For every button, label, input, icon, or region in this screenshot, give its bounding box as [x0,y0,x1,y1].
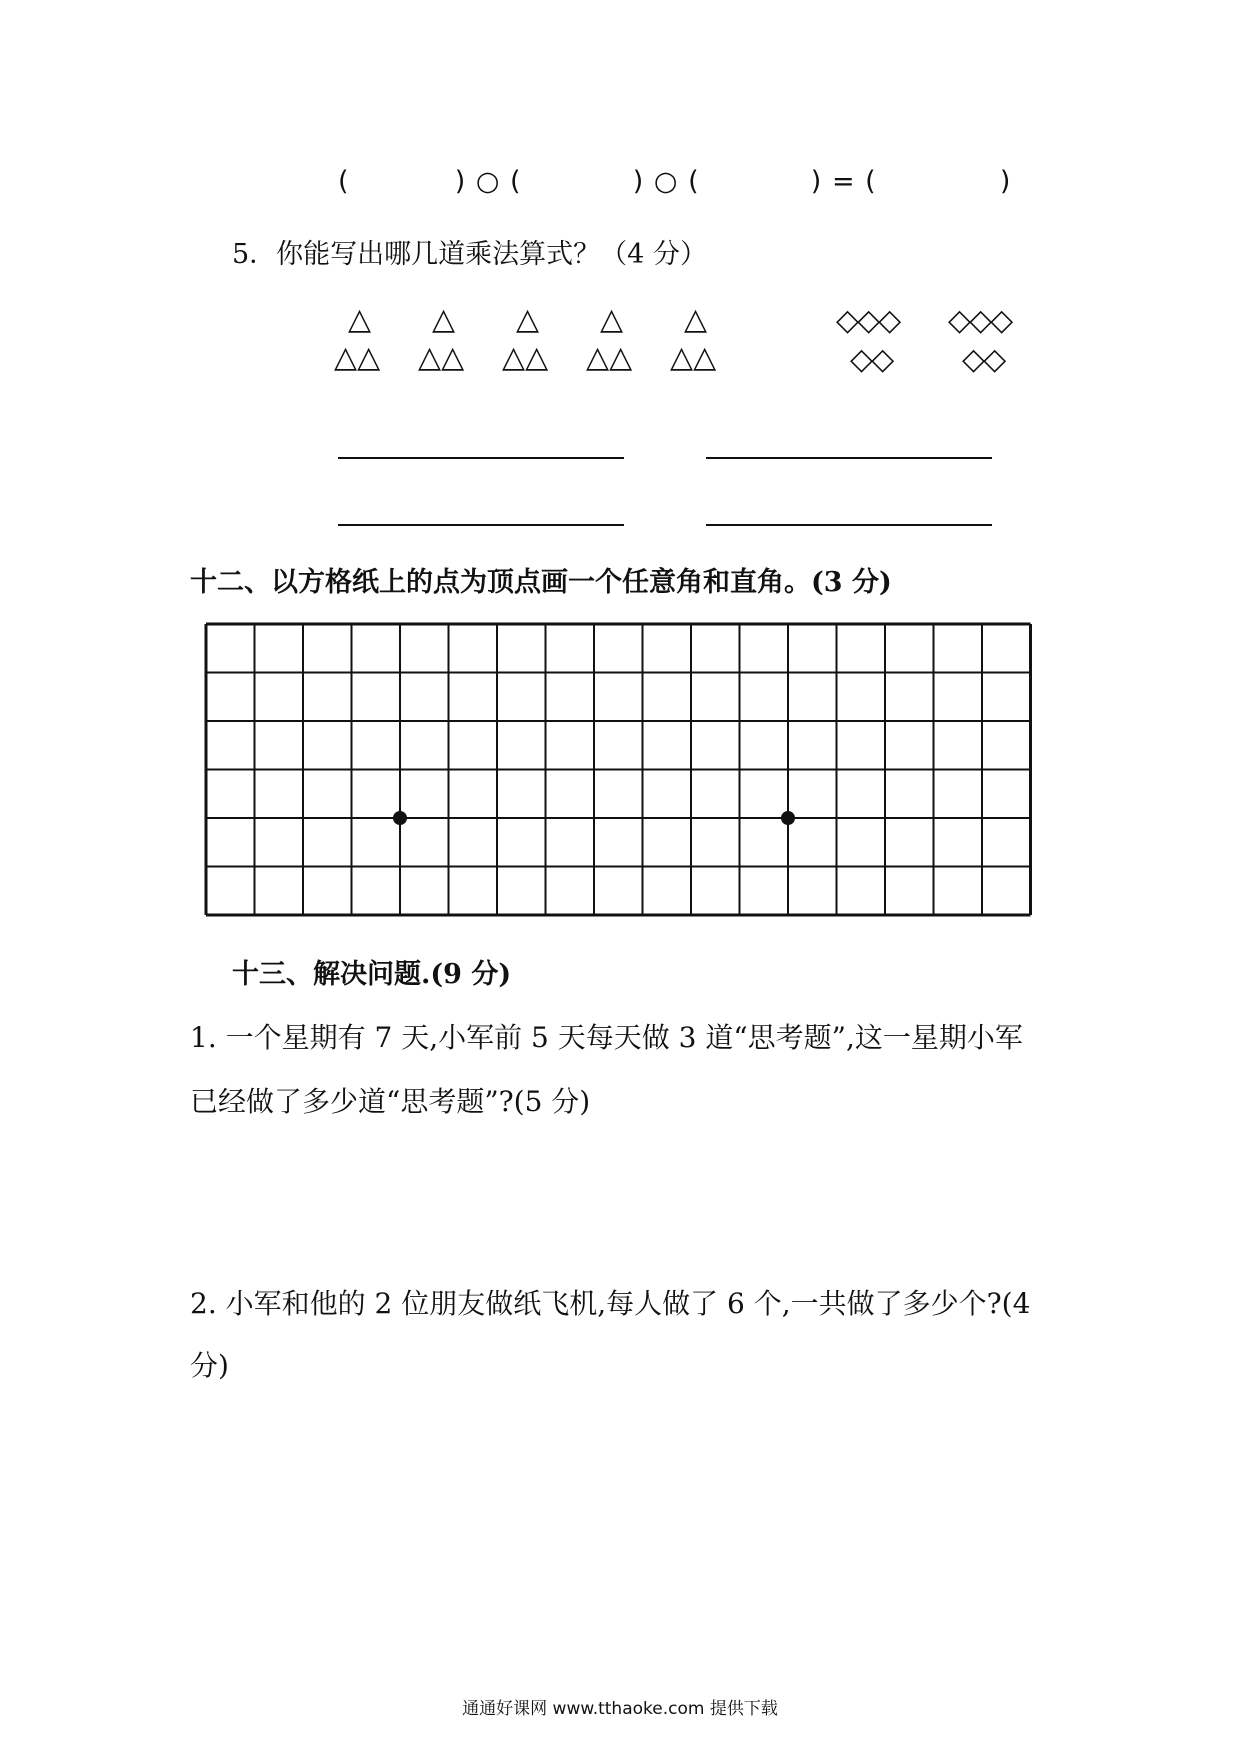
diamond-group-2-bottom: ◇◇ [962,342,1005,377]
triangle-group-3-bottom: △△ [502,340,549,375]
diamond-group-1-bottom: ◇◇ [850,342,893,377]
triangle-group-1-bottom: △△ [334,340,381,375]
operator-circle-1: ○ [475,166,501,197]
paren-close-1: ) [454,166,467,197]
grid-vertex-dot [781,811,795,825]
equation-line [338,166,1011,197]
section-12-title: 十二、以方格纸上的点为顶点画一个任意角和直角。(3 分) [190,567,892,598]
problem-2-line-1: 2. 小军和他的 2 位朋友做纸飞机,每人做了 6 个,一共做了多少个?(4 [190,1287,1031,1320]
triangle-group-3-top: △ [516,302,540,337]
paren-close-4: ) [999,166,1012,197]
triangle-group-5-bottom: △△ [670,340,717,375]
answer-blank-2[interactable] [706,457,992,459]
answer-blank-4[interactable] [706,524,992,526]
paren-open-1: ( [338,166,350,197]
problem-1-line-1: 1. 一个星期有 7 天,小军前 5 天每天做 3 道“思考题”,这一星期小军 [190,1021,1023,1054]
operator-circle-2: ○ [653,166,679,197]
paren-open-3: ( [688,166,700,197]
problem-2-line-2: 分) [190,1349,229,1382]
triangle-group-2-bottom: △△ [418,340,465,375]
paren-open-4: ( [865,166,877,197]
triangle-group-1-top: △ [348,302,372,337]
section-13-title: 十三、解决问题.(9 分) [232,959,512,990]
footer-source: 通通好课网 www.tthaoke.com 提供下载 [462,1699,778,1719]
paren-open-2: ( [510,166,522,197]
triangle-group-4-top: △ [600,302,624,337]
paren-close-2: ) [632,166,645,197]
answer-blank-1[interactable] [338,457,624,459]
triangle-group-4-bottom: △△ [586,340,633,375]
equals-sign: = [831,166,856,197]
problem-1-line-2: 已经做了多少道“思考题”?(5 分) [190,1085,591,1118]
answer-blank-3[interactable] [338,524,624,526]
grid-vertex-dot [393,811,407,825]
grid-paper[interactable] [198,612,1040,924]
question-5-text: 5．你能写出哪几道乘法算式？（4 分） [232,239,707,270]
diamond-group-2-top: ◇◇◇ [948,303,1012,338]
triangle-group-5-top: △ [684,302,708,337]
triangle-group-2-top: △ [432,302,456,337]
diamond-group-1-top: ◇◇◇ [836,303,900,338]
paren-close-3: ) [810,166,823,197]
